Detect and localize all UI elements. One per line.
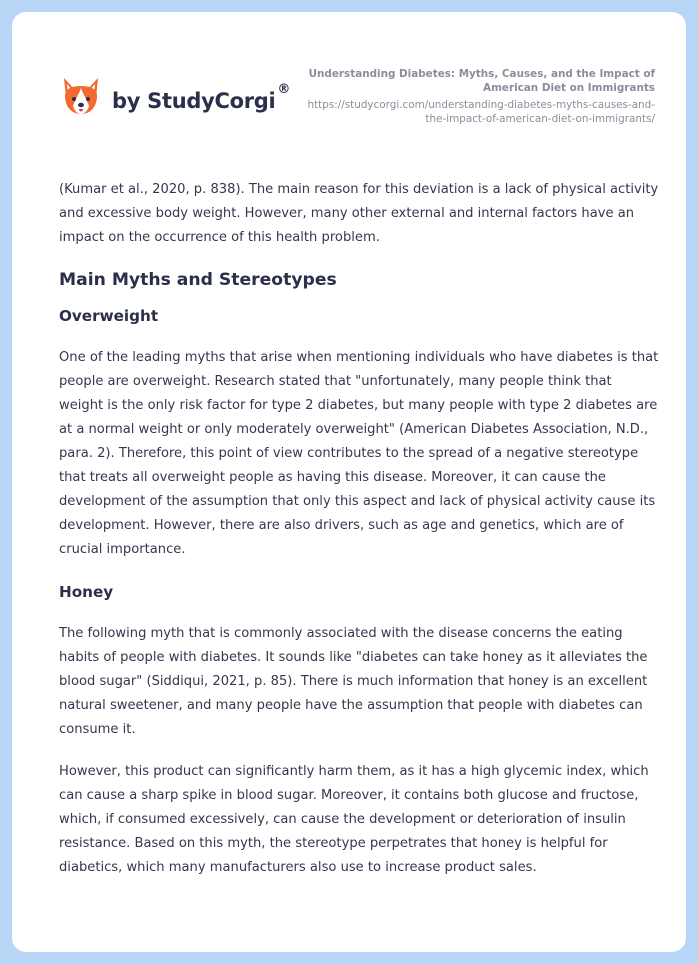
document-content bbox=[59, 178, 659, 880]
intro-paragraph: (Kumar et al., 2020, p. 838). The main reason for this deviation is a lack of physical activity and excessive body weight. However, many other external and internal factors have an impact on the occurrence of this health problem. bbox=[59, 182, 659, 245]
page-header bbox=[12, 12, 686, 142]
honey-paragraph-1: The following myth that is commonly associated with the disease concerns the eating habits of people with diabetes. It sounds like "diabetes can take honey as it alleviates the blood sugar" (Siddiqui, 2021, p. 85). There is much information that honey is an excellent natural sweetener, and many people have the assumption that people with diabetes can consume it. bbox=[59, 626, 648, 737]
subheading-overweight: Overweight bbox=[59, 307, 159, 325]
document-url[interactable]: https://studycorgi.com/understanding-diabetes-myths-causes-and-the-impact-of-american-diet-on-immigrants/ bbox=[307, 99, 655, 125]
overweight-paragraph: One of the leading myths that arise when mentioning individuals who have diabetes is that people are overweight. Research stated that "unfortunately, many people think that weight is the only risk factor for type 2 diabetes, but many people with type 2 diabetes are at a normal weight or only moderately overweight" (American Diabetes Association, N.D., para. 2). Therefore, this point of view contributes to the spread of a negative stereotype that treats all overweight people as having this disease. Moreover, it can cause the development of the assumption that only this aspect and lack of physical activity cause its development. However, there are also drivers, such as age and genetics, which are of crucial importance. bbox=[59, 350, 659, 557]
honey-paragraph-2: However, this product can significantly harm them, as it has a high glycemic index, which can cause a sharp spike in blood sugar. Moreover, it contains both glucose and fructose, which, if consumed excessively, can cause the development or deterioration of insulin resistance. Based on this myth, the stereotype perpetrates that honey is helpful for diabetics, which many manufacturers also use to increase product sales. bbox=[59, 764, 649, 875]
document-page bbox=[12, 12, 686, 952]
subheading-honey: Honey bbox=[59, 583, 114, 601]
studycorgi-logo[interactable] bbox=[60, 76, 290, 122]
brand-name: by StudyCorgi bbox=[112, 89, 276, 113]
document-meta bbox=[295, 67, 655, 126]
registered-mark: ® bbox=[277, 81, 291, 97]
section-heading: Main Myths and Stereotypes bbox=[59, 270, 337, 290]
document-title: Understanding Diabetes: Myths, Causes, and the Impact of American Diet on Immigrants bbox=[308, 68, 655, 94]
corgi-icon bbox=[60, 76, 102, 122]
